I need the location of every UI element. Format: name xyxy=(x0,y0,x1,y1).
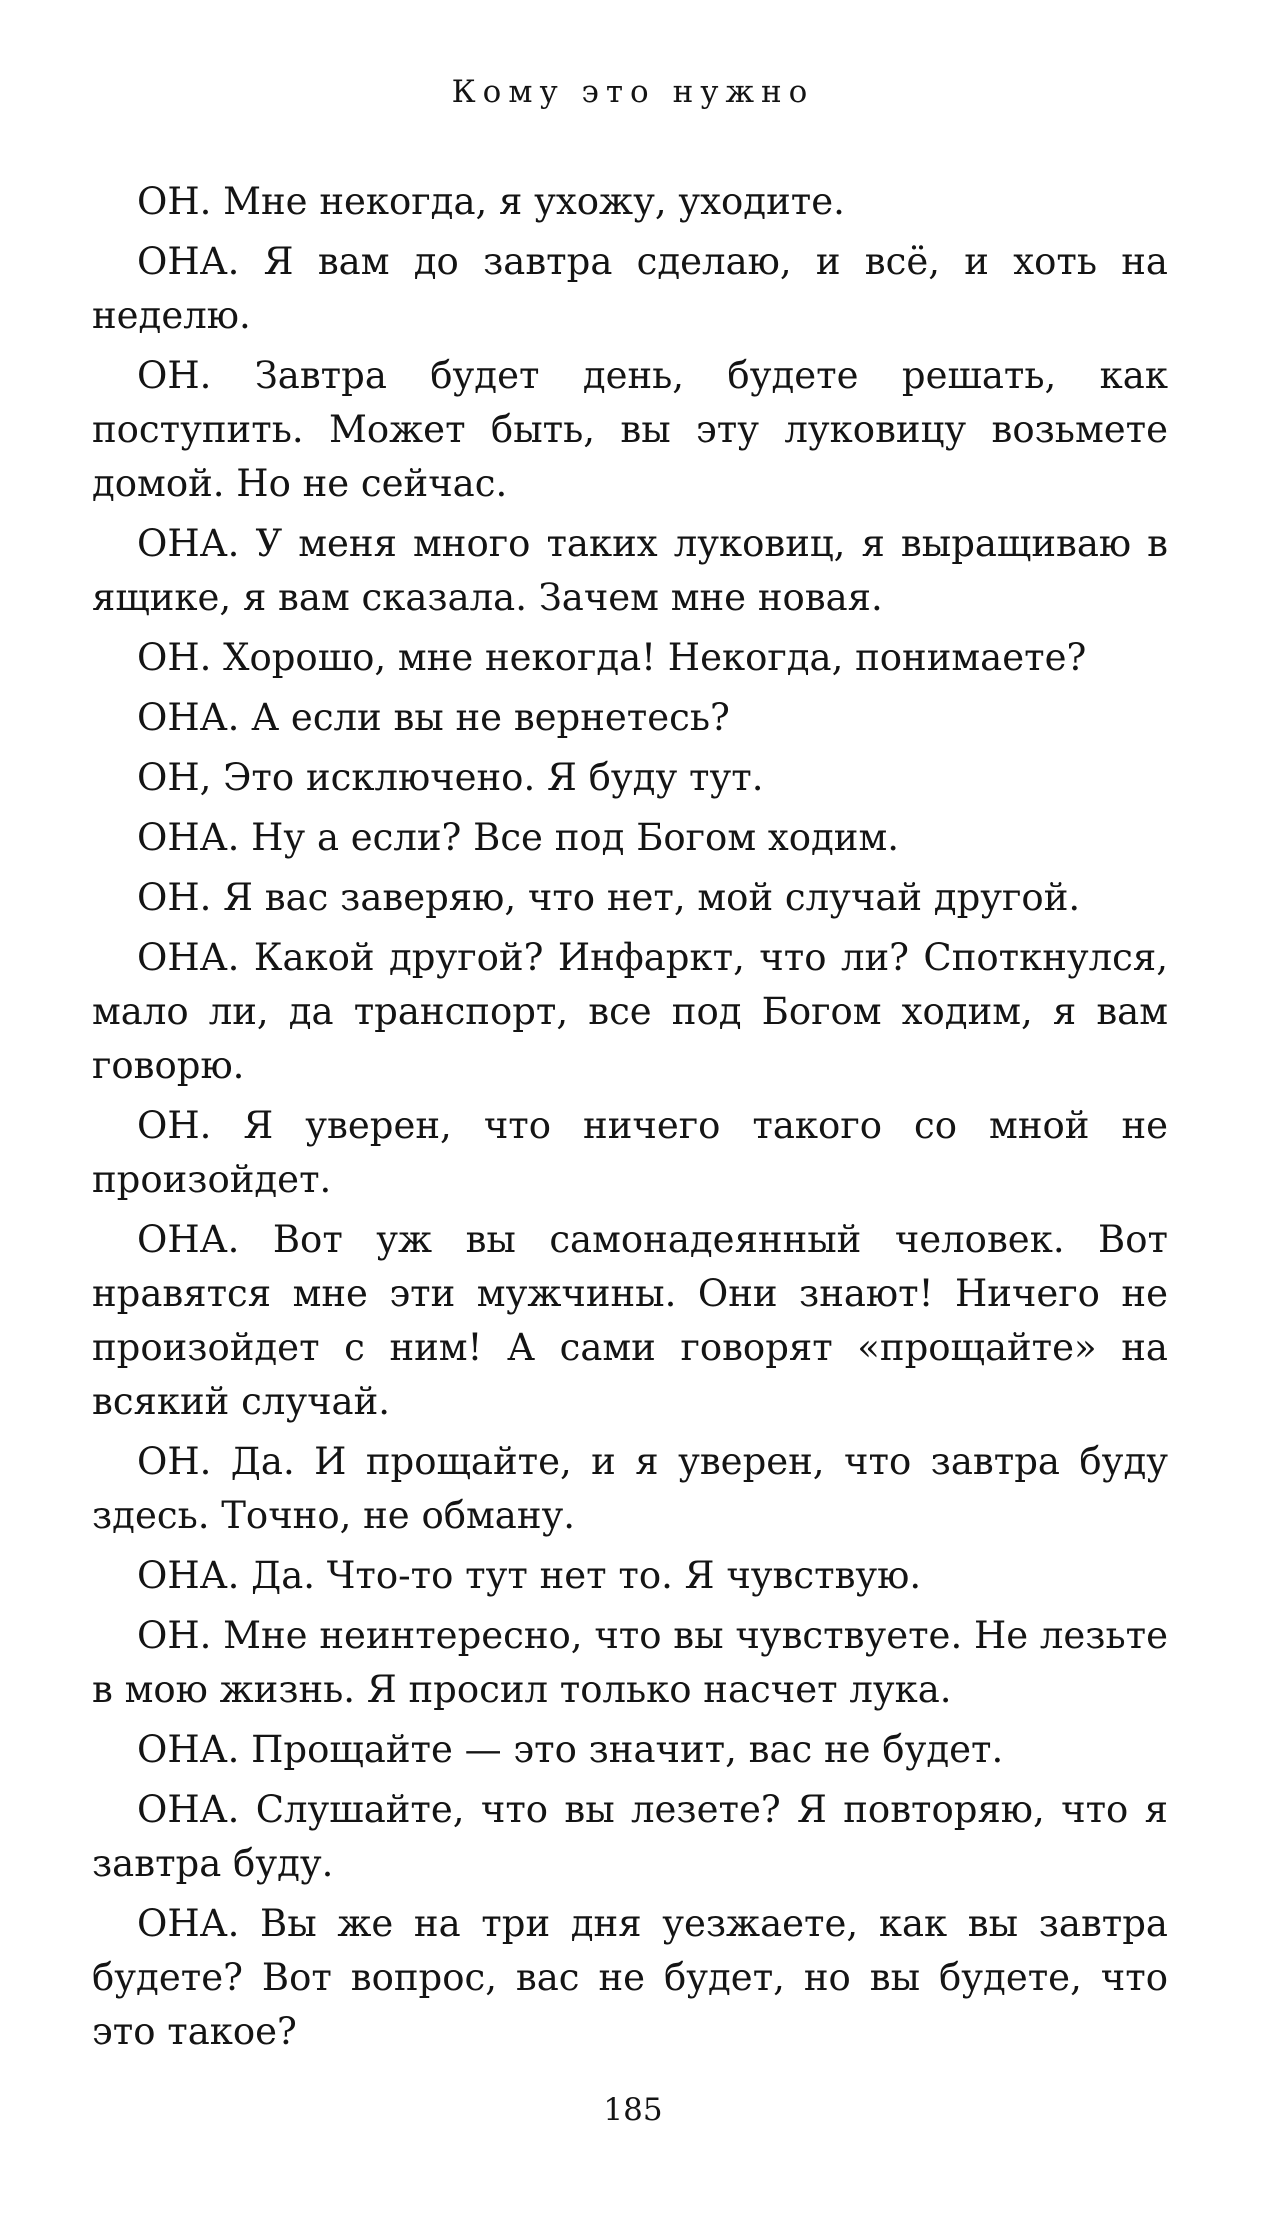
dialogue-line: ОНА. У меня много таких луковиц, я выращиваю в ящике, я вам сказала. Зачем мне новая. xyxy=(92,522,1168,619)
dialogue-line: ОНА. Вы же на три дня уезжаете, как вы завтра будете? Вот вопрос, вас не будет, но вы будете, что это такое? xyxy=(92,1902,1168,2053)
running-head: Кому это нужно xyxy=(451,74,815,110)
dialogue-line: ОНА. Да. Что-то тут нет то. Я чувствую. xyxy=(137,1554,922,1597)
dialogue-line: ОН. Я вас заверяю, что нет, мой случай другой. xyxy=(137,876,1081,919)
dialogue-line: ОН. Мне некогда, я ухожу, уходите. xyxy=(137,180,845,223)
dialogue-line: ОНА. Я вам до завтра сделаю, и всё, и хоть на неделю. xyxy=(92,240,1168,337)
dialogue-line: ОНА. Слушайте, что вы лезете? Я повторяю, что я завтра буду. xyxy=(92,1788,1168,1885)
dialogue-line: ОН, Это исключено. Я буду тут. xyxy=(137,756,764,799)
dialogue-line: ОН. Хорошо, мне некогда! Некогда, понимаете? xyxy=(137,636,1087,679)
dialogue-line: ОНА. Ну а если? Все под Богом ходим. xyxy=(137,816,899,859)
page-number: 185 xyxy=(603,2092,663,2128)
dialogue-line: ОНА. Вот уж вы самонадеянный человек. Вот нравятся мне эти мужчины. Они знают! Ничего не произойдет с ним! А сами говорят «прощайте» на всякий случай. xyxy=(92,1218,1168,1423)
dialogue-line: ОН. Да. И прощайте, и я уверен, что завтра буду здесь. Точно, не обману. xyxy=(92,1440,1168,1537)
play-dialogue xyxy=(92,175,1168,2059)
dialogue-line: ОН. Завтра будет день, будете решать, как поступить. Может быть, вы эту луковицу возьмете домой. Но не сейчас. xyxy=(92,354,1168,505)
dialogue-line: ОНА. А если вы не вернетесь? xyxy=(137,696,730,739)
dialogue-line: ОНА. Прощайте — это значит, вас не будет. xyxy=(137,1728,1004,1771)
dialogue-line: ОН. Я уверен, что ничего такого со мной не произойдет. xyxy=(92,1104,1168,1201)
dialogue-line: ОН. Мне неинтересно, что вы чувствуете. Не лезьте в мою жизнь. Я просил только насчет лука. xyxy=(92,1614,1168,1711)
dialogue-line: ОНА. Какой другой? Инфаркт, что ли? Споткнулся, мало ли, да транспорт, все под Богом ходим, я вам говорю. xyxy=(92,936,1168,1087)
